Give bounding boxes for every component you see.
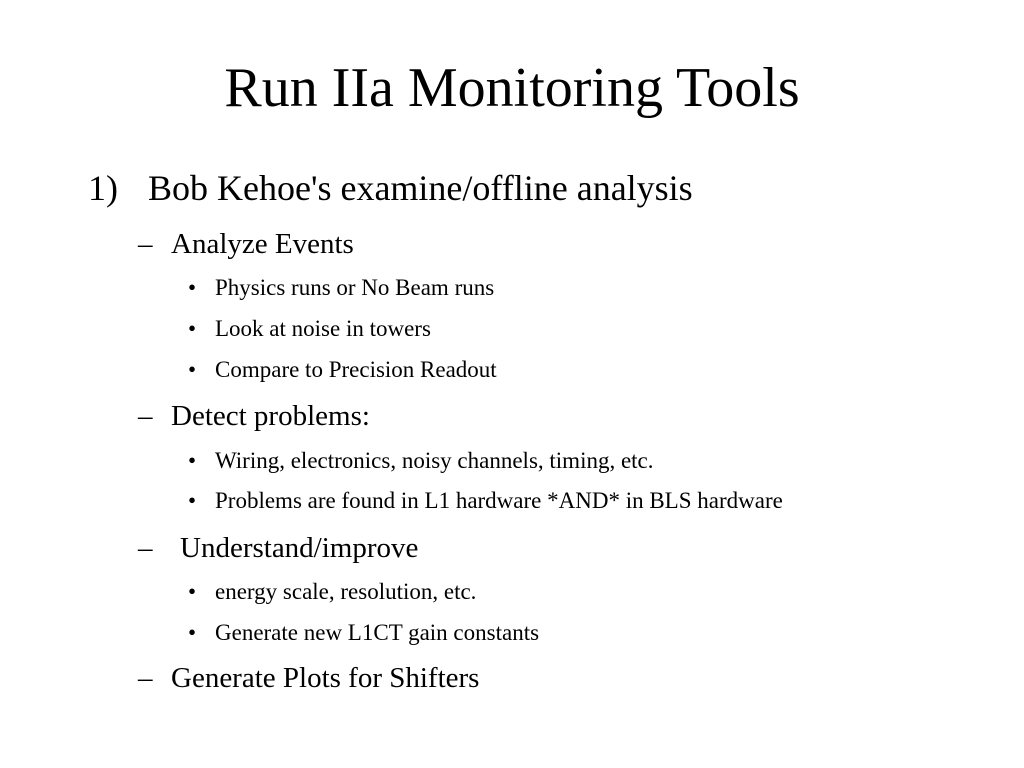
section-label: Understand/improve [180,532,419,564]
bullet-marker: • [188,357,197,382]
bullet-text: Generate new L1CT gain constants [215,620,540,645]
bullet-marker: • [188,275,197,300]
section-label: Detect problems: [171,400,370,432]
section-label: Generate Plots for Shifters [171,662,480,694]
bullet-item [188,314,888,344]
bullet-marker: • [188,579,197,604]
heading-item [88,166,888,210]
section-understand-improve [138,530,738,566]
bullet-marker: • [188,620,197,645]
bullet-item [188,577,888,607]
bullet-text: Look at noise in towers [215,316,431,341]
dash-marker: – [138,532,153,564]
bullet-text: Physics runs or No Beam runs [215,275,495,300]
dash-marker: – [138,400,153,432]
dash-marker: – [138,228,153,260]
section-detect-problems [138,398,738,434]
bullet-text: Compare to Precision Readout [215,357,497,382]
bullet-item [188,618,888,648]
heading-number: 1) [88,168,118,208]
slide-title: Run IIa Monitoring Tools [224,57,800,119]
bullet-marker: • [188,316,197,341]
bullet-text: Wiring, electronics, noisy channels, timing, etc. [215,448,654,473]
bullet-item [188,273,888,303]
dash-marker: – [138,662,153,694]
section-generate-plots [138,660,738,696]
bullet-text: Problems are found in L1 hardware *AND* in BLS hardware [215,488,783,513]
bullet-item [188,486,978,516]
heading-text: Bob Kehoe's examine/offline analysis [148,168,693,208]
section-label: Analyze Events [171,228,354,260]
bullet-marker: • [188,488,197,513]
bullet-item [188,355,888,385]
section-analyze-events [138,226,738,262]
bullet-item [188,446,978,476]
bullet-text: energy scale, resolution, etc. [215,579,477,604]
bullet-marker: • [188,448,197,473]
